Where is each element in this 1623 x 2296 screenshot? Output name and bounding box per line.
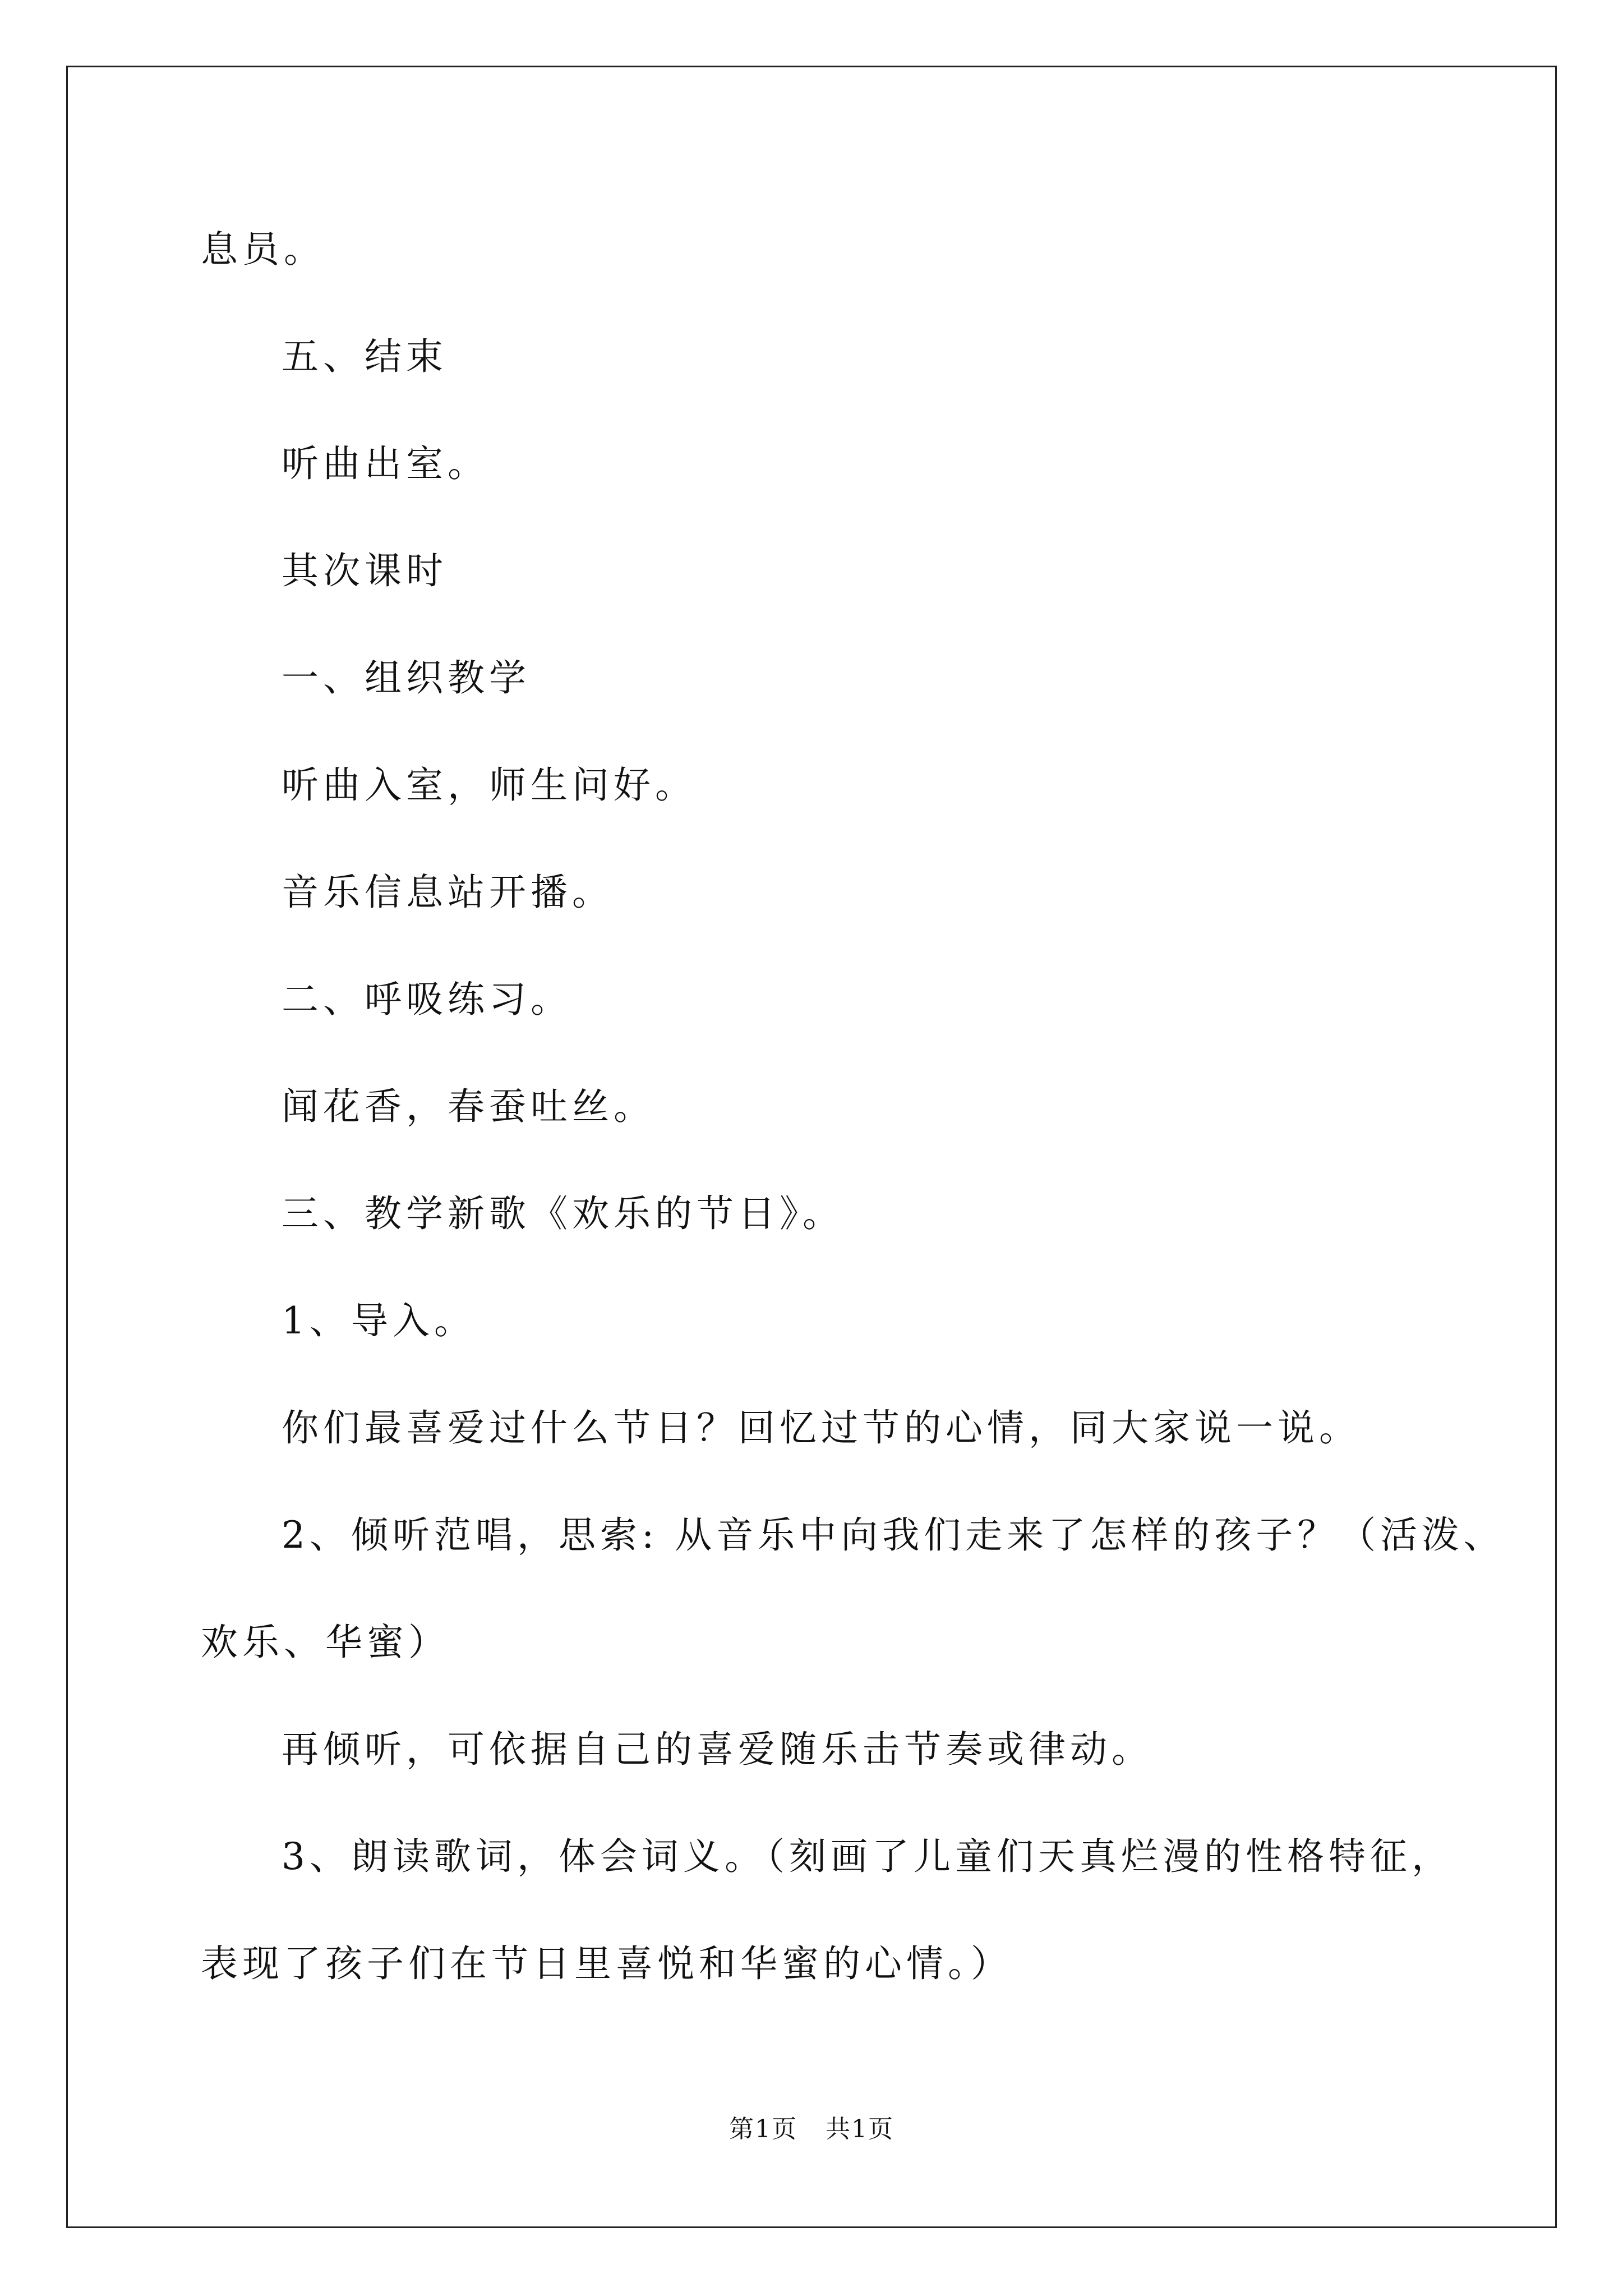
- paragraph-line: 3、朗读歌词，体会词义。（刻画了儿童们天真烂漫的性格特征，: [282, 1835, 1453, 1878]
- section-heading: 其次课时: [282, 549, 448, 592]
- page-number-total: 共1页: [826, 2115, 894, 2143]
- paragraph-line: 听曲出室。: [282, 442, 489, 485]
- page-number-current: 第1页: [729, 2115, 797, 2143]
- paragraph-line: 你们最喜爱过什么节日？回忆过节的心情，同大家说一说。: [282, 1406, 1361, 1450]
- paragraph-line: 1、导入。: [282, 1299, 476, 1342]
- paragraph-line: 闻花香，春蚕吐丝。: [282, 1085, 655, 1128]
- paragraph-line: 表现了孩子们在节日里喜悦和华蜜的心情。）: [201, 1942, 1012, 1985]
- paragraph-line: 欢乐、华蜜）: [201, 1621, 450, 1664]
- section-heading: 三、教学新歌《欢乐的节日》。: [282, 1192, 844, 1235]
- page-border: [66, 66, 1557, 2228]
- paragraph-line: 2、倾听范唱，思索: 从音乐中向我们走来了怎样的孩子？（活泼、: [282, 1513, 1505, 1557]
- page-footer: [0, 2113, 1623, 2146]
- paragraph-line: 再倾听，可依据自己的喜爱随乐击节奏或律动。: [282, 1728, 1153, 1771]
- paragraph-line: 音乐信息站开播。: [282, 871, 614, 914]
- section-heading: 一、组织教学: [282, 656, 531, 700]
- paragraph-line: 息员。: [201, 228, 325, 271]
- section-heading: 二、呼吸练习。: [282, 978, 572, 1021]
- section-heading: 五、结束: [282, 335, 448, 378]
- paragraph-line: 听曲入室，师生问好。: [282, 763, 697, 807]
